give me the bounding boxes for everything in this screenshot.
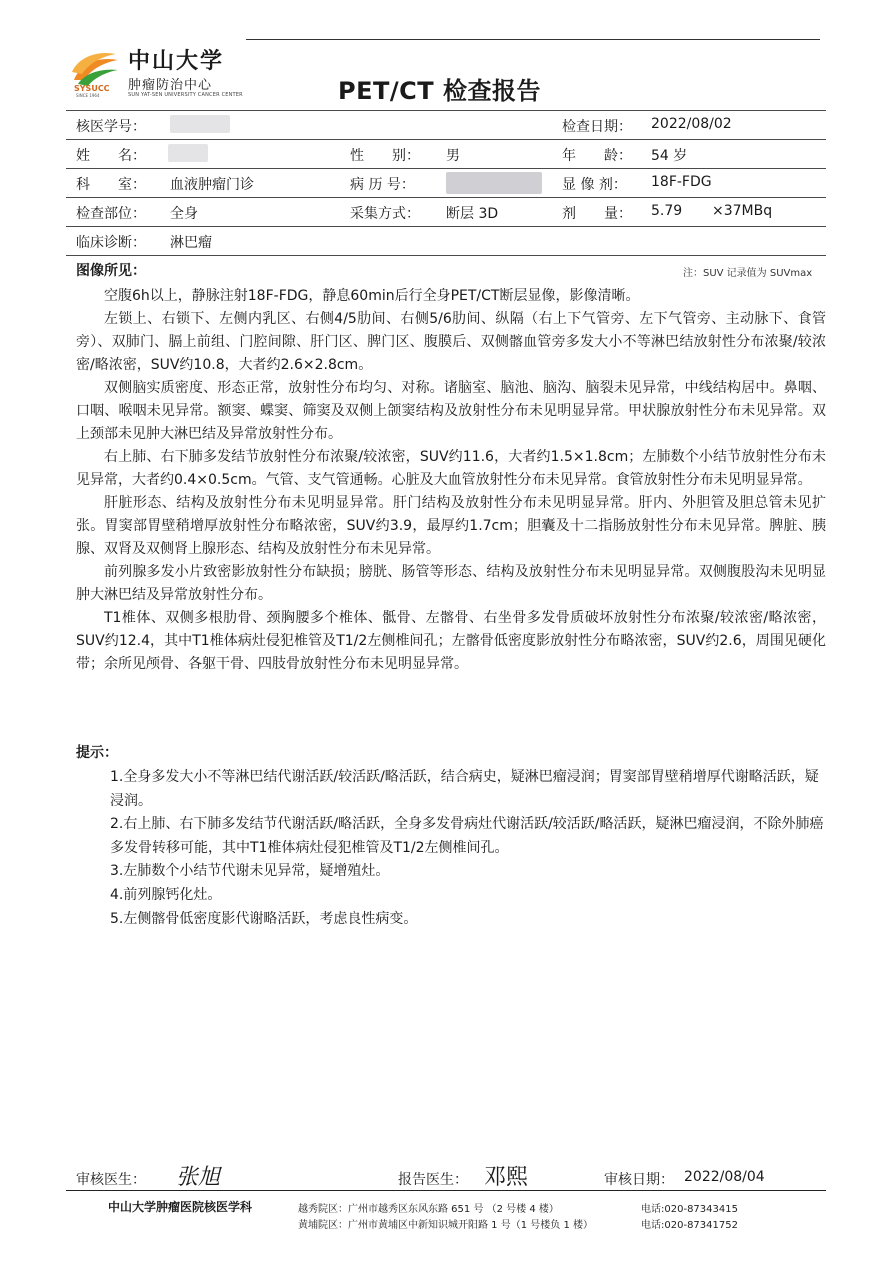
- findings-heading: 图像所见：: [76, 263, 146, 279]
- review-date-label: 审核日期：: [604, 1172, 674, 1188]
- findings-paragraph: 空腹6h以上，静脉注射18F-FDG，静息60min后行全身PET/CT断层显像，影像清晰。: [104, 288, 640, 304]
- record-label: 病 历 号：: [350, 177, 415, 193]
- age-label: 年 龄：: [562, 148, 632, 164]
- table-divider: [66, 226, 826, 227]
- site-label: 检查部位：: [76, 206, 146, 222]
- dept-value: 血液肿瘤门诊: [170, 177, 254, 193]
- report-title: PET/CT 检查报告: [338, 77, 541, 105]
- diagnosis-value: 淋巴瘤: [170, 235, 212, 251]
- sex-value: 男: [446, 148, 460, 164]
- tip-item: 5.左侧髂骨低密度影代谢略活跃，考虑良性病变。: [110, 910, 418, 927]
- nuclear-id-label: 核医学号：: [76, 119, 146, 135]
- top-divider: [246, 39, 820, 40]
- tips-heading: 提示：: [76, 745, 118, 761]
- footer-dept-name: 中山大学肿瘤医院核医学科: [108, 1200, 253, 1214]
- redacted-nuclear-id: [170, 115, 230, 133]
- dept-label: 科 室：: [76, 177, 146, 193]
- method-value: 断层 3D: [446, 206, 499, 222]
- review-date: 2022/08/04: [684, 1169, 765, 1185]
- findings-paragraph: 肝脏形态、结构及放射性分布未见明显异常。肝门结构及放射性分布未见明显异常。肝内、外胆管及胆总管未见扩张。胃窦部胃壁稍增厚放射性分布略浓密，SUV约3.9，最厚约1.7cm；胆囊及十二指肠放射性分布未见异常。脾脏、胰腺、双肾及双侧肾上腺形态、结构及放射性分布未见异常。: [76, 495, 826, 557]
- logo-abbr: SYSUCC: [74, 84, 110, 93]
- table-divider: [66, 168, 826, 169]
- reporter-label: 报告医生：: [398, 1172, 468, 1188]
- logo-since: SINCE 1964: [76, 93, 100, 98]
- dose-unit: ×37MBq: [712, 203, 773, 219]
- sex-label: 性 别：: [350, 148, 420, 164]
- findings-body: [76, 285, 826, 676]
- findings-paragraph: 右上肺、右下肺多发结节放射性分布浓聚/较浓密，SUV约11.6，大者约1.5×1.8cm；左肺数个小结节放射性分布未见异常，大者约0.4×0.5cm。气管、支气管通畅。心脏及大血管放射性分布未见异常。食管放射性分布未见明显异常。: [76, 449, 826, 488]
- dose-label: 剂 量：: [562, 206, 632, 222]
- table-divider: [66, 139, 826, 140]
- suv-note: 注：SUV 记录值为 SUVmax: [683, 268, 813, 279]
- dose-value: 5.79: [651, 203, 683, 219]
- footer-phone-1: 电话:020-87343415: [641, 1204, 738, 1215]
- footer-campus-1: 越秀院区：广州市越秀区东风东路 651 号 （2 号楼 4 楼）: [298, 1204, 559, 1215]
- footer-phone-2: 电话:020-87341752: [641, 1220, 738, 1231]
- redacted-name: [168, 144, 208, 162]
- agent-label: 显 像 剂：: [562, 177, 627, 193]
- exam-date: 2022/08/02: [651, 116, 732, 132]
- tips-list: [110, 766, 830, 931]
- findings-paragraph: 左锁上、右锁下、左侧内乳区、右侧4/5肋间、右侧5/6肋间、纵隔（右上下气管旁、左下气管旁、主动脉下、食管旁）、双肺门、膈上前组、门腔间隙、肝门区、脾门区、腹膜后、双侧髂血管旁多发大小不等淋巴结放射性分布浓聚/较浓密/略浓密，SUV约10.8，大者约2.6×2.8cm。: [76, 311, 826, 373]
- age-value: 54 岁: [651, 148, 688, 164]
- table-divider: [66, 110, 826, 111]
- logo-english: SUN YAT-SEN UNIVERSITY CANCER CENTER: [128, 92, 243, 98]
- tip-item: 1.全身多发大小不等淋巴结代谢活跃/较活跃/略活跃，结合病史，疑淋巴瘤浸润；胃窦部胃壁稍增厚代谢略活跃，疑浸润。: [110, 769, 819, 809]
- agent-value: 18F-FDG: [651, 174, 712, 190]
- reviewer-label: 审核医生：: [76, 1172, 146, 1188]
- method-label: 采集方式：: [350, 206, 420, 222]
- findings-paragraph: T1椎体、双侧多根肋骨、颈胸腰多个椎体、骶骨、左髂骨、右坐骨多发骨质破坏放射性分布浓聚/较浓密/略浓密，SUV约12.4，其中T1椎体病灶侵犯椎管及T1/2左侧椎间孔；左髂骨低密度影放射性分布略浓密，SUV约2.6，周围见硬化带；余所见颅骨、各躯干骨、四肢骨放射性分布未见明显异常。: [76, 610, 826, 672]
- logo-subtitle: 肿瘤防治中心: [128, 78, 213, 93]
- tip-item: 2.右上肺、右下肺多发结节代谢活跃/略活跃，全身多发骨病灶代谢活跃/较活跃/略活跃，疑淋巴瘤浸润，不除外肺癌多发骨转移可能，其中T1椎体病灶侵犯椎管及T1/2左侧椎间孔。: [110, 816, 824, 856]
- name-label: 姓 名：: [76, 148, 146, 164]
- reporter-signature: 邓熙: [484, 1165, 529, 1190]
- site-value: 全身: [170, 206, 198, 222]
- findings-paragraph: 双侧脑实质密度、形态正常，放射性分布均匀、对称。诸脑室、脑池、脑沟、脑裂未见异常，中线结构居中。鼻咽、口咽、喉咽未见异常。额窦、蝶窦、筛窦及双侧上颌窦结构及放射性分布未见明显异常。甲状腺放射性分布未见异常。双上颈部未见肿大淋巴结及异常放射性分布。: [76, 380, 826, 442]
- diagnosis-label: 临床诊断：: [76, 235, 146, 251]
- logo-name: 中山大学: [128, 48, 225, 74]
- reviewer-signature: 张旭: [176, 1165, 221, 1190]
- footer-divider: [66, 1190, 826, 1191]
- table-divider: [66, 255, 826, 256]
- tip-item: 3.左肺数个小结节代谢未见异常，疑增殖灶。: [110, 863, 390, 880]
- table-divider: [66, 197, 826, 198]
- redacted-record-number: [446, 172, 542, 194]
- exam-date-label: 检查日期：: [562, 119, 632, 135]
- tip-item: 4.前列腺钙化灶。: [110, 886, 222, 903]
- findings-paragraph: 前列腺多发小片致密影放射性分布缺损；膀胱、肠管等形态、结构及放射性分布未见明显异常。双侧腹股沟未见明显肿大淋巴结及异常放射性分布。: [76, 564, 826, 603]
- footer-campus-2: 黄埔院区：广州市黄埔区中新知识城开阳路 1 号（1 号楼负 1 楼）: [298, 1220, 593, 1231]
